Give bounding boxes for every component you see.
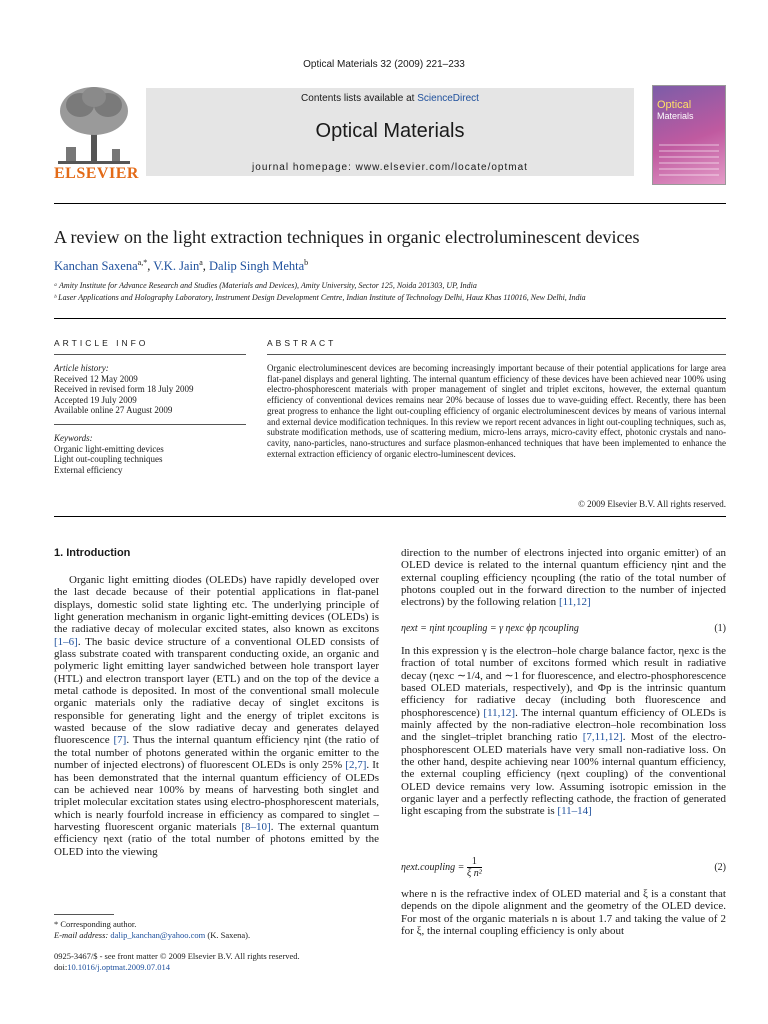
- author-affil-mark: b: [304, 258, 309, 267]
- intro-paragraph: [54, 574, 379, 858]
- doi-prefix: doi:: [54, 962, 68, 972]
- text-run: . The internal quantum efficiency of OLEDs is mainly affected by the non-radiative electron–hole recombination loss and the singlet–triplet branching ratio: [401, 706, 726, 744]
- doi-line: [54, 962, 300, 973]
- affiliation-b: ᵇ Laser Applications and Holography Laboratory, Instrument Design Development Centre, Indian Institute of Technology Delhi, Hauz Khas 110016, New Delhi, India: [54, 293, 586, 302]
- doi-link[interactable]: 10.1016/j.optmat.2009.07.014: [67, 962, 170, 972]
- intro-paragraph: [401, 547, 726, 609]
- right-column-bottom: [401, 888, 726, 937]
- abstract-heading: ABSTRACT: [267, 338, 337, 348]
- reference-link[interactable]: [1–6]: [54, 635, 78, 648]
- keyword-item: Organic light-emitting devices: [54, 443, 164, 454]
- reference-link[interactable]: [8–10]: [241, 820, 271, 833]
- elsevier-tree-icon: [54, 83, 134, 165]
- equation-1: [401, 623, 726, 634]
- history-label: Article history:: [54, 363, 109, 373]
- text-run: . The basic device structure of a conventional OLED consists of glass substrate coated with transparent conducting oxide, an organic and polymeric light emitting layer sandwiched between hole transport layer (HTL) and electron transport layer (ETL) and on the top of the device a metal cathode is deposited. In most of the conventional small molecule organic materials only the radiative decay of singlet excitons is responsible for generating light and the energy of triplet excitons is wasted because of the slow radiative decay and generates delayed fluorescence: [54, 635, 379, 747]
- sciencedirect-link[interactable]: ScienceDirect: [417, 93, 479, 104]
- journal-banner: [146, 88, 634, 176]
- article-info-heading: ARTICLE INFO: [54, 338, 149, 348]
- article-info-rule: [54, 354, 246, 355]
- intro-paragraph: [401, 645, 726, 818]
- keyword-item: Light out-coupling techniques: [54, 454, 163, 464]
- keyword-item: External efficiency: [54, 464, 123, 475]
- reference-link[interactable]: [2,7]: [345, 759, 367, 772]
- cover-title-2: Materials: [657, 110, 694, 121]
- reference-link[interactable]: [11,12]: [483, 706, 516, 719]
- email-suffix: (K. Saxena).: [205, 930, 251, 940]
- text-run: In this expression γ is the electron–hole charge balance factor, ηexc is the fraction of total number of excitons formed which result in radiative decay (ηexc ∼1/4, and ∼1 for fluorescence, and electro-phosphorescence based OLED materials, respectively), and Φp is the intrinsic quantum efficiency for radiative decay (including both fluorescence and phosphorescence): [401, 645, 726, 719]
- journal-cover-image: [652, 85, 726, 185]
- reference-link[interactable]: [11–14]: [557, 805, 592, 818]
- contents-line: [146, 93, 634, 104]
- abstract-text: Organic electroluminescent devices are becoming increasingly important because of their potential applications for large area flat-panel displays and general lighting. The internal quantum efficiency of these devices have been achieved near 100% using electro-phosphorescent materials with proper management of singlet and triplet excitons, however, the external quantum efficiency of conventional devices remains near 20% because of losses due to wave-guiding effect. Recently, there has been great progress to enhance the light out-coupling efficiency of organic electroluminescent devices by means of various internal and external device modification techniques. In this review we report recent advances in light out-coupling techniques, such as, substrate modification methods, use of scattering medium, micro-lens arrays, micro-cavity effect, photonic crystals and nano-cavity, nano-particles, nano-structures and surface plasmon-enhanced techniques that have been implemented to enhance the external extraction efficiency of organic electro-luminescent devices.: [267, 363, 726, 459]
- reference-link[interactable]: [11,12]: [558, 596, 591, 609]
- abstract-copyright: © 2009 Elsevier B.V. All rights reserved.: [578, 499, 726, 509]
- section-heading-introduction: 1. Introduction: [54, 547, 131, 559]
- contents-prefix: Contents lists available at: [301, 93, 415, 104]
- author-name[interactable]: Dalip Singh Mehta: [209, 259, 305, 274]
- reference-link[interactable]: [7]: [113, 734, 127, 747]
- history-item: Received 12 May 2009: [54, 373, 138, 384]
- author-affil-mark: a,*: [137, 258, 148, 267]
- author-name[interactable]: Kanchan Saxena: [54, 259, 138, 274]
- author-list: [54, 258, 308, 274]
- email-link[interactable]: dalip_kanchan@yahoo.com: [110, 930, 206, 940]
- keywords: [54, 433, 246, 475]
- footnote-rule: [54, 914, 114, 915]
- cover-title: [657, 100, 694, 121]
- article-title: A review on the light extraction techniques in organic electroluminescent devices: [54, 227, 640, 247]
- journal-header: [54, 83, 726, 191]
- right-column-top: [401, 547, 726, 609]
- text-run: . It has been demonstrated that the internal quantum efficiency of OLEDs can be achieved near 100% by means of harvesting both singlet and triplet molecular excitation states using electro-phosphorescent materials, which is nearly fourfold increase in efficiency as compared to singlet – harvesting fluorescent organic materials: [54, 759, 379, 833]
- elsevier-wordmark: ELSEVIER: [54, 165, 139, 182]
- abstract-bottom-rule: [54, 516, 726, 517]
- equation-1-number: (1): [714, 623, 726, 634]
- history-rule: [54, 424, 246, 425]
- journal-homepage[interactable]: journal homepage: www.elsevier.com/locate/optmat: [252, 162, 528, 173]
- article-history: [54, 363, 246, 416]
- equation-2: [401, 856, 726, 879]
- journal-title: Optical Materials: [315, 120, 465, 142]
- equation-2-lhs: ηext.coupling =: [401, 862, 465, 873]
- history-item: Accepted 19 July 2009: [54, 394, 137, 405]
- email-label: E-mail address:: [54, 930, 109, 940]
- right-column-middle: [401, 645, 726, 818]
- issn-block: [54, 951, 300, 973]
- text-run: . The external quantum efficiency ηext (ratio of the total number of photons emitted by the OLED into the viewing: [54, 820, 379, 858]
- front-matter-line: 0925-3467/$ - see front matter © 2009 Elsevier B.V. All rights reserved.: [54, 951, 300, 961]
- affiliation-a: ᵃ Amity Institute for Advance Research and Studies (Materials and Devices), Amity University, Sector 125, Noida 201303, UP, India: [54, 281, 477, 290]
- elsevier-logo: [54, 83, 139, 183]
- abstract-rule: [267, 354, 726, 355]
- equation-2-fraction: [467, 856, 482, 879]
- reference-link[interactable]: [7,11,12]: [582, 731, 623, 744]
- keywords-label: Keywords:: [54, 433, 93, 443]
- text-run: direction to the number of electrons injected into organic emitter) of an OLED device is related to the internal quantum efficiency ηint and the external coupling efficiency ηcoupling (the ratio of the total number of photons coupled out in the forward direction to the number of injected electrons) by the following relation: [401, 547, 726, 609]
- equation-2-denominator: ξ n²: [467, 868, 482, 879]
- affiliation-rule: [54, 318, 726, 319]
- email-line: [54, 930, 384, 941]
- left-column: [54, 574, 379, 858]
- equation-2-number: (2): [714, 862, 726, 873]
- author-affil-mark: a: [199, 258, 203, 267]
- header-rule: [54, 203, 726, 204]
- intro-paragraph: where n is the refractive index of OLED material and ξ is a constant that depends on the dipole alignment and the geometry of the OLED device. For most of the organic materials n is about 1.7 and taking the value of 2 for ξ, the internal coupling efficiency is only about: [401, 888, 726, 938]
- text-run: . Thus the internal quantum efficiency ηint (the ratio of the total number of photons generated within the organic emitter to the number of injected electrons) of fluorescent OLEDs is only 25%: [54, 734, 380, 772]
- cover-title-1: Optical: [657, 99, 692, 111]
- cover-decoration: [659, 140, 719, 176]
- author-separator: ,: [202, 259, 210, 274]
- history-item: Received in revised form 18 July 2009: [54, 384, 194, 394]
- corresponding-author-note: * Corresponding author.: [54, 919, 137, 929]
- equation-2-numerator: 1: [467, 856, 482, 868]
- author-name[interactable]: V.K. Jain: [153, 259, 200, 274]
- history-item: Available online 27 August 2009: [54, 405, 173, 415]
- text-run: Organic light emitting diodes (OLEDs) have rapidly developed over the last decade because of their potential applications in flat-panel displays, domestic solid state lighting etc. The underlying principle of light generation mechanism in organic light-emitting devices (OLEDs) is the radiative decay of molecular excited states, also known as excitons: [54, 574, 379, 636]
- journal-citation: Optical Materials 32 (2009) 221–233: [303, 59, 465, 70]
- footnote: [54, 919, 384, 941]
- equation-1-body: ηext = ηint ηcoupling = γ ηexc ϕp ηcoupling: [401, 623, 579, 634]
- text-run: . Most of the electro-phosphorescent OLED materials have very small non-radiative loss. On the other hand, despite achieving near 100% internal quantum efficiency, the external coupling efficiency (ηext coupling) of the conventional OLED device remains very low. Assuming isotropic emission in the organic layer and a perfectly reflecting cathode, the fraction of generated light escaping from the substrate is: [401, 731, 726, 818]
- author-separator: ,: [147, 259, 154, 274]
